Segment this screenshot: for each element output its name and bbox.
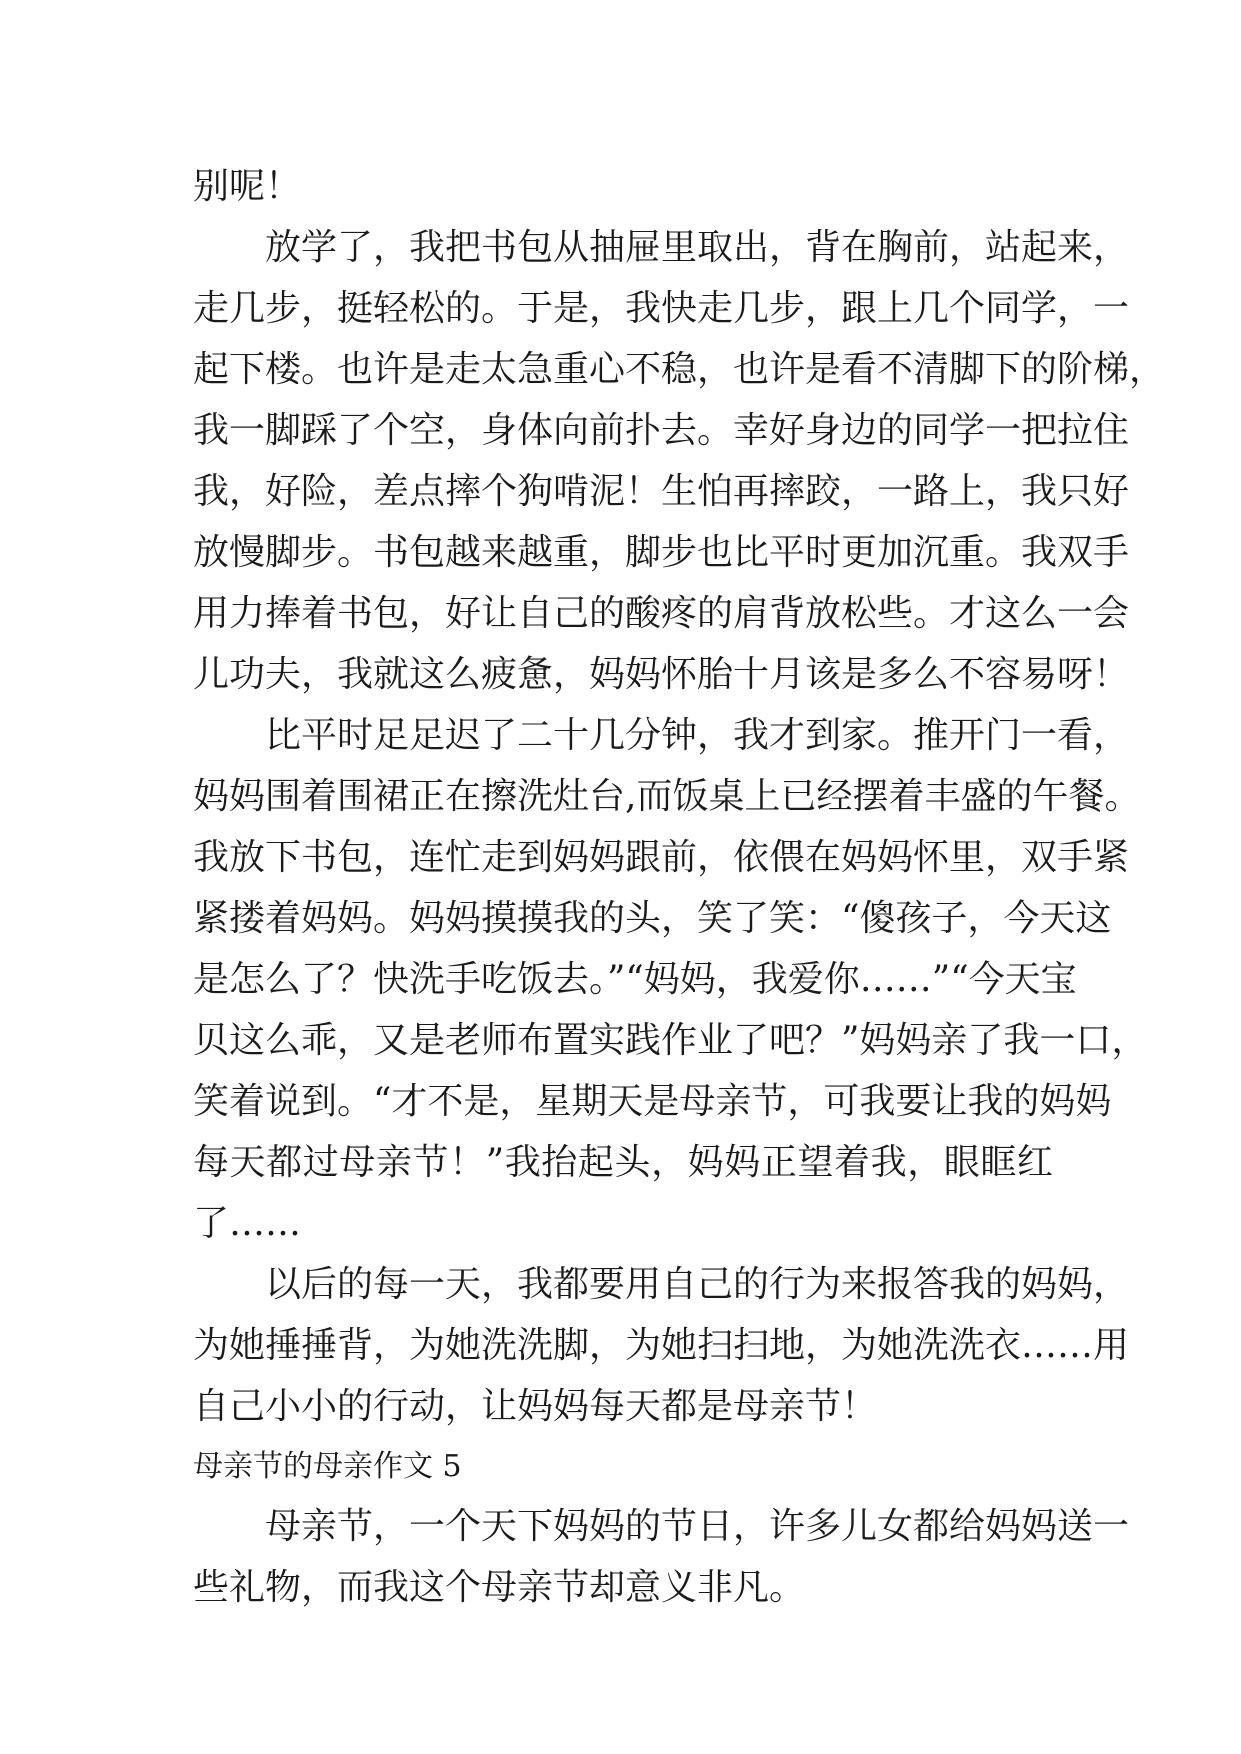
text-line: 起下楼。也许是走太急重心不稳，也许是看不清脚下的阶梯， <box>193 349 1166 390</box>
text-line: 是怎么了？快洗手吃饭去。”“妈妈，我爱你……”“今天宝 <box>193 959 1077 1000</box>
text-line: 放学了，我把书包从抽屉里取出，背在胸前，站起来， <box>265 227 1130 268</box>
text-line: 为她捶捶背，为她洗洗脚，为她扫扫地，为她洗洗衣……用 <box>193 1325 1130 1366</box>
text-line: 放慢脚步。书包越来越重，脚步也比平时更加沉重。我双手 <box>193 532 1130 573</box>
text-line: 比平时足足迟了二十几分钟，我才到家。推开门一看， <box>265 715 1130 756</box>
text-line: 每天都过母亲节！”我抬起头，妈妈正望着我，眼眶红 <box>193 1142 1053 1183</box>
text-line: 走几步，挺轻松的。于是，我快走几步，跟上几个同学，一 <box>193 288 1130 329</box>
text-line: 些礼物，而我这个母亲节却意义非凡。 <box>193 1567 806 1608</box>
text-line: 用力捧着书包，好让自己的酸疼的肩背放松些。才这么一会 <box>193 593 1130 634</box>
text-line: 以后的每一天，我都要用自己的行为来报答我的妈妈， <box>265 1264 1130 1305</box>
text-line: 母亲节，一个天下妈妈的节日，许多儿女都给妈妈送一 <box>265 1506 1130 1547</box>
text-line: 儿功夫，我就这么疲惫，妈妈怀胎十月该是多么不容易呀！ <box>193 654 1130 695</box>
text-line: 我一脚踩了个空，身体向前扑去。幸好身边的同学一把拉住 <box>193 410 1130 451</box>
text-line: 自己小小的行动，让妈妈每天都是母亲节！ <box>193 1386 878 1427</box>
text-line: 笑着说到。“才不是，星期天是母亲节，可我要让我的妈妈 <box>193 1081 1112 1122</box>
text-line: 妈妈围着围裙正在擦洗灶台,而饭桌上已经摆着丰盛的午餐。 <box>193 776 1141 817</box>
section-heading: 母亲节的母亲作文 5 <box>193 1449 462 1484</box>
text-line: 我，好险，差点摔个狗啃泥！生怕再摔跤，一路上，我只好 <box>193 471 1130 512</box>
text-line: 别呢！ <box>193 166 302 207</box>
text-line: 贝这么乖，又是老师布置实践作业了吧？”妈妈亲了我一口， <box>193 1020 1148 1061</box>
text-line: 紧搂着妈妈。妈妈摸摸我的头，笑了笑：“傻孩子，今天这 <box>193 898 1112 939</box>
document-body <box>193 156 1166 1618</box>
text-line: 了…… <box>193 1203 302 1244</box>
text-line: 我放下书包，连忙走到妈妈跟前，依偎在妈妈怀里，双手紧 <box>193 837 1130 878</box>
